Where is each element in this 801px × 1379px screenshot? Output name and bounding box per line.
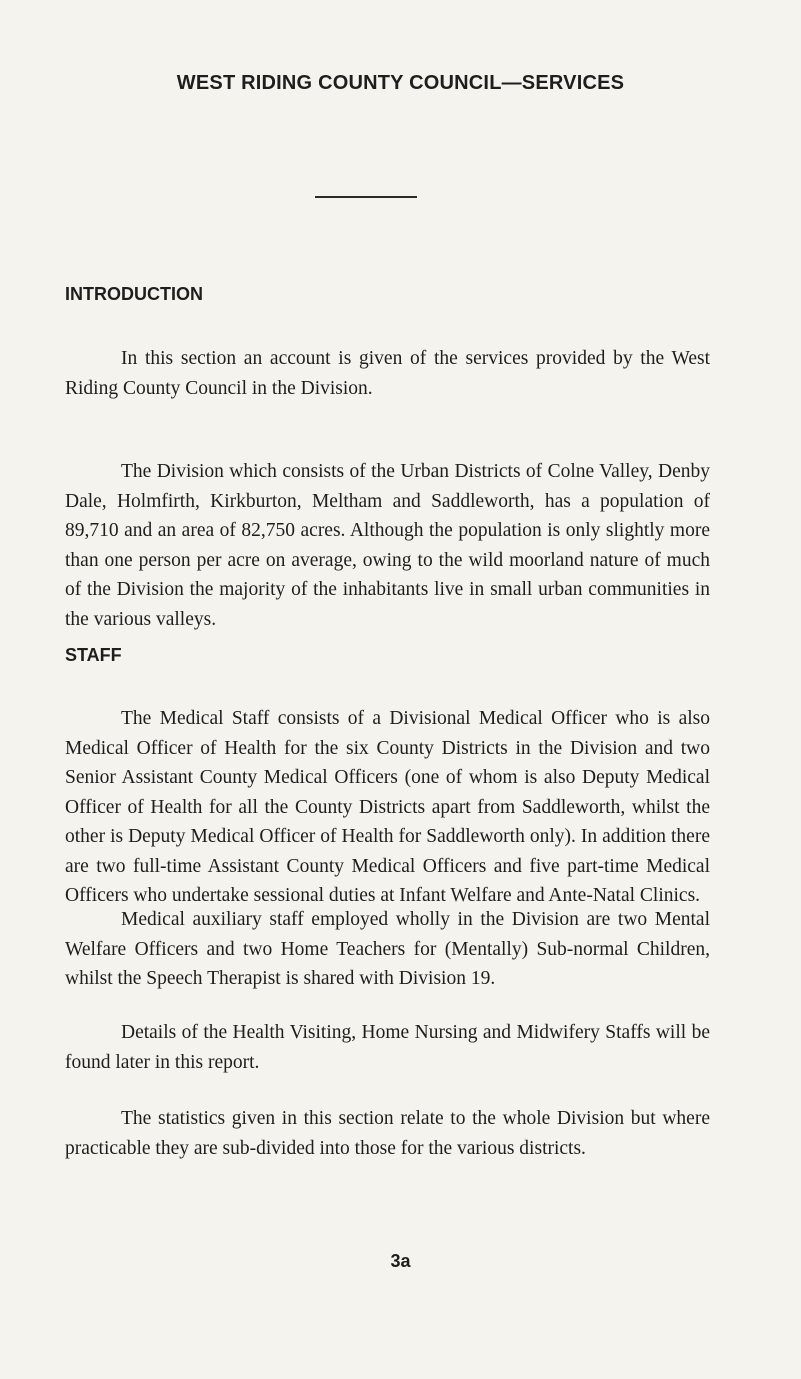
page-number: 3a bbox=[390, 1251, 411, 1271]
staff-paragraph-3: Details of the Health Visiting, Home Nursing and Midwifery Staffs will be found later in this report. bbox=[65, 1022, 710, 1073]
page-heading: WEST RIDING COUNTY COUNCIL—SERVICES bbox=[176, 72, 625, 94]
staff-paragraph-1: The Medical Staff consists of a Divisional Medical Officer who is also Medical Officer of Health for the six County Districts in the Division and two Senior Assistant County Medical Officers (one of whom is also Deputy Medical Officer of Health for all the County Districts apart from Saddleworth, whilst the other is Deputy Medical Officer of Health for Saddleworth only). In addition there are two full-time Assistant County Medical Officers and five part-time Medical Officers who undertake sessional duties at Infant Welfare and Ante-Natal Clinics. bbox=[65, 708, 710, 906]
introduction-paragraph-1: In this section an account is given of the services provided by the West Riding County Council in the Division. bbox=[65, 348, 710, 399]
introduction-paragraph-2: The Division which consists of the Urban Districts of Colne Valley, Denby Dale, Holmfirth, Kirkburton, Meltham and Saddleworth, has a population of 89,710 and an area of 82,750 acres. Although the population is only slightly more than one person per acre on average, owing to the wild moorland nature of much of the Division the majority of the inhabitants live in small urban communities in the various valleys. bbox=[65, 461, 710, 630]
introduction-heading: INTRODUCTION bbox=[65, 284, 203, 304]
staff-paragraph-2: Medical auxiliary staff employed wholly in the Division are two Mental Welfare Officers and two Home Teachers for (Mentally) Sub-normal Children, whilst the Speech Therapist is shared with Division 19. bbox=[65, 909, 710, 989]
staff-paragraph-4: The statistics given in this section relate to the whole Division but where practicable they are sub-divided into those for the various districts. bbox=[65, 1108, 710, 1159]
staff-heading: STAFF bbox=[65, 645, 122, 665]
title-rule bbox=[315, 196, 417, 198]
